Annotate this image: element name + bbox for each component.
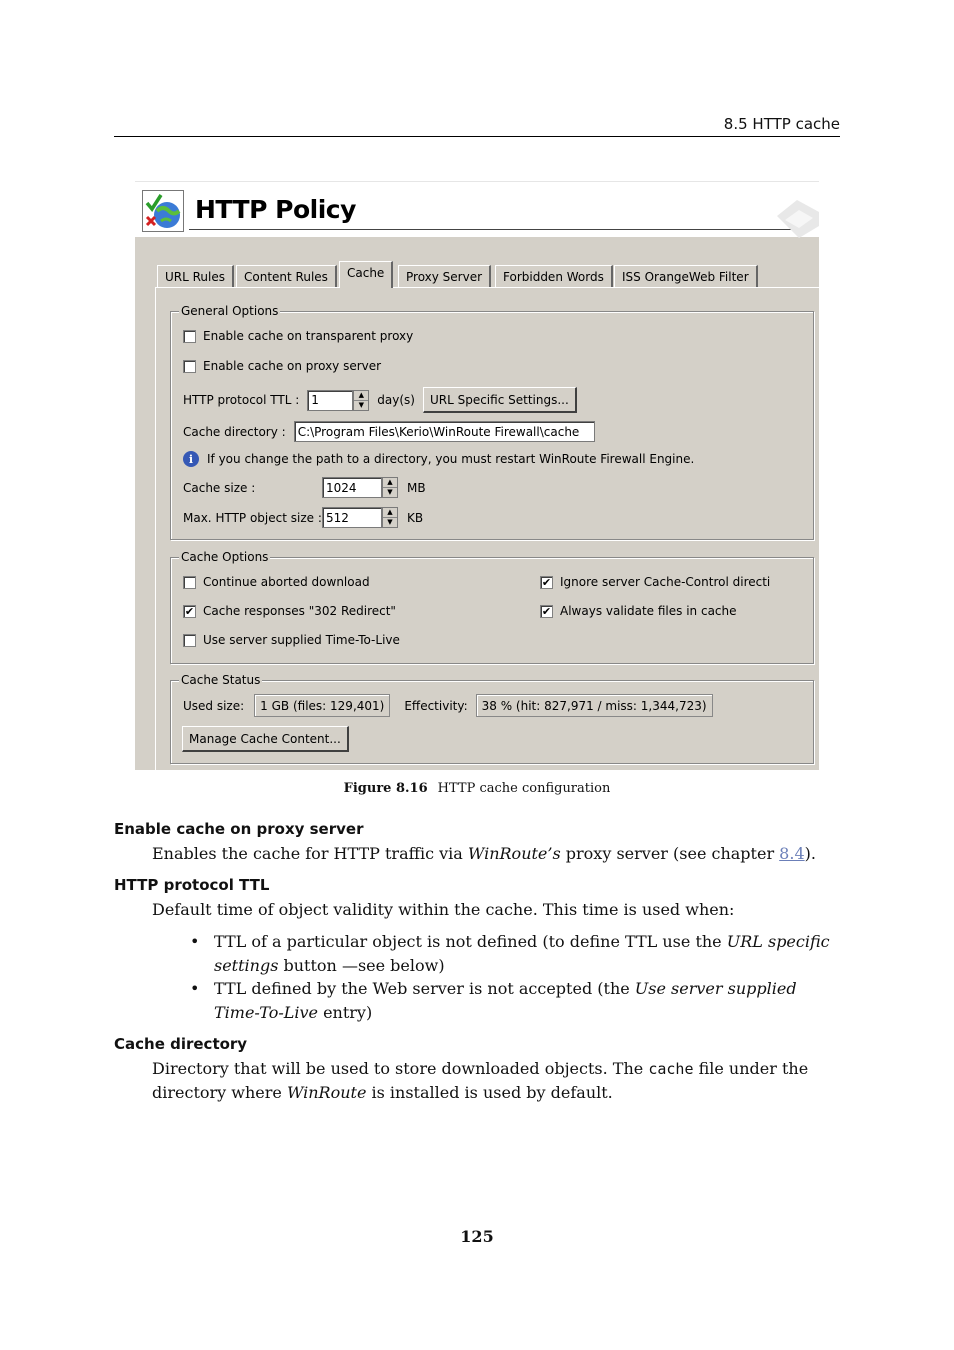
restart-info-text: If you change the path to a directory, you must restart WinRoute Firewall Engine. [207, 452, 695, 466]
used-size-label: Used size: [183, 698, 245, 713]
text-run: is installed is used by default. [366, 1083, 613, 1102]
max-object-size-row [183, 507, 423, 528]
cache-tab-panel [155, 287, 819, 770]
effectivity-label: Effectivity: [404, 698, 468, 713]
spin-down-icon[interactable]: ▼ [387, 488, 393, 496]
ttl-input[interactable]: 1 [307, 390, 353, 411]
cache-size-label: Cache size : [183, 480, 256, 495]
decorative-corner-icon [767, 186, 819, 238]
emphasis: WinRoute’s [467, 844, 561, 863]
cache-302-checkbox[interactable]: ✔ [184, 604, 195, 618]
cache-directory-input[interactable]: C:\Program Files\Kerio\WinRoute Firewall\cache [294, 421, 595, 442]
cache-directory-row [183, 421, 595, 442]
emphasis: WinRoute [286, 1083, 367, 1102]
continue-aborted-row[interactable] [183, 575, 370, 589]
text-run: Enables the cache for HTTP traffic via [152, 844, 468, 863]
always-validate-row[interactable] [540, 604, 737, 618]
section-title-enable-cache: Enable cache on proxy server [114, 820, 364, 838]
code-term: cache [648, 1060, 694, 1078]
http-policy-icon [142, 190, 184, 232]
text-run: proxy server (see chapter [560, 844, 780, 863]
spin-up-icon[interactable]: ▲ [354, 391, 368, 401]
cache-size-unit: MB [407, 480, 426, 495]
section-body-cache-directory [152, 1057, 842, 1105]
ignore-cache-control-row[interactable] [540, 575, 770, 589]
ignore-cache-control-checkbox[interactable]: ✔ [541, 575, 552, 589]
max-object-size-label: Max. HTTP object size : [183, 510, 322, 525]
cache-status-legend: Cache Status [181, 673, 261, 687]
section-title-cache-directory: Cache directory [114, 1035, 248, 1053]
text-run: TTL of a particular object is not defined (to define TTL use the [214, 932, 727, 951]
text-run: Directory that will be used to store downloaded objects. The [152, 1059, 649, 1078]
text-run: button —see below) [278, 956, 445, 975]
section-body-http-ttl: Default time of object validity within the cache. This time is used when: [152, 900, 735, 919]
spin-up-icon[interactable]: ▲ [383, 478, 397, 488]
ignore-cache-control-label: Ignore server Cache-Control directi [560, 575, 771, 589]
enable-cache-proxy-checkbox[interactable] [183, 360, 196, 373]
spin-down-icon[interactable]: ▼ [387, 518, 393, 526]
ttl-unit: day(s) [377, 393, 415, 407]
use-server-ttl-checkbox[interactable] [183, 634, 196, 647]
window-title: HTTP Policy [195, 195, 356, 224]
enable-cache-transparent-checkbox[interactable] [183, 330, 196, 343]
running-head: 8.5 HTTP cache [114, 115, 840, 137]
always-validate-checkbox[interactable]: ✔ [541, 604, 552, 618]
chapter-link[interactable]: 8.4 [779, 844, 805, 863]
effectivity-value: 38 % (hit: 827,971 / miss: 1,344,723) [476, 694, 713, 717]
manage-cache-content-button[interactable]: Manage Cache Content... [182, 726, 349, 752]
tab-proxy-server[interactable]: Proxy Server [398, 265, 491, 288]
general-options-group [170, 304, 814, 540]
text-run: file under the directory where [152, 1059, 809, 1102]
enable-cache-transparent-row[interactable] [183, 329, 413, 343]
text-run: TTL defined by the Web server is not accepted (the [214, 979, 635, 998]
cache-options-legend: Cache Options [181, 550, 269, 564]
continue-aborted-checkbox[interactable] [183, 576, 196, 589]
cache-size-row [183, 477, 426, 498]
http-policy-screenshot [135, 181, 819, 770]
emphasis: Use server supplied Time-To-Live [214, 979, 797, 1022]
cache-directory-label: Cache directory : [183, 424, 286, 439]
cache-status-row [183, 694, 713, 717]
max-object-size-spinner[interactable] [382, 507, 398, 528]
figure-number: Figure 8.16 [343, 781, 428, 796]
enable-cache-proxy-row[interactable] [183, 359, 381, 373]
cache-302-row[interactable] [183, 604, 396, 618]
tab-content-rules[interactable]: Content Rules [236, 265, 337, 288]
manage-cache-row [182, 726, 349, 752]
max-object-size-unit: KB [407, 510, 424, 525]
window-header [135, 181, 819, 237]
section-body-enable-cache [152, 842, 842, 866]
url-specific-settings-button[interactable]: URL Specific Settings... [423, 387, 577, 413]
tab-cache[interactable]: Cache [339, 261, 393, 288]
list-item [190, 930, 842, 978]
figure-caption-text: HTTP cache configuration [437, 781, 611, 796]
list-item [190, 977, 842, 1025]
tab-forbidden-words[interactable]: Forbidden Words [495, 265, 613, 288]
tab-iss-orangeweb-filter[interactable]: ISS OrangeWeb Filter [614, 265, 758, 288]
page-number: 125 [460, 1227, 494, 1246]
use-server-ttl-label: Use server supplied Time-To-Live [203, 633, 400, 647]
continue-aborted-label: Continue aborted download [203, 575, 370, 589]
ttl-spinner[interactable] [353, 390, 369, 411]
enable-cache-transparent-label: Enable cache on transparent proxy [203, 329, 414, 343]
text-run: ). [804, 844, 816, 863]
ttl-label: HTTP protocol TTL : [183, 393, 300, 407]
section-title-http-ttl: HTTP protocol TTL [114, 876, 270, 894]
max-object-size-input[interactable]: 512 [322, 507, 382, 528]
restart-info-row [183, 451, 694, 467]
tab-url-rules[interactable]: URL Rules [157, 265, 234, 288]
emphasis: URL specific settings [214, 932, 830, 975]
ttl-row [183, 387, 577, 413]
cache-options-group [170, 550, 814, 664]
info-icon: i [183, 451, 199, 467]
spin-down-icon[interactable]: ▼ [358, 400, 364, 409]
used-size-value: 1 GB (files: 129,401) [254, 694, 390, 717]
cache-302-label: Cache responses "302 Redirect" [203, 604, 396, 618]
cache-size-input[interactable]: 1024 [322, 477, 382, 498]
spin-up-icon[interactable]: ▲ [383, 508, 397, 518]
always-validate-label: Always validate files in cache [560, 604, 737, 618]
use-server-ttl-row[interactable] [183, 633, 400, 647]
general-options-legend: General Options [181, 304, 279, 318]
cache-size-spinner[interactable] [382, 477, 398, 498]
cache-status-group [170, 673, 814, 764]
title-rule [189, 229, 809, 230]
figure-caption [0, 781, 954, 796]
text-run: entry) [317, 1003, 373, 1022]
enable-cache-proxy-label: Enable cache on proxy server [203, 359, 382, 373]
